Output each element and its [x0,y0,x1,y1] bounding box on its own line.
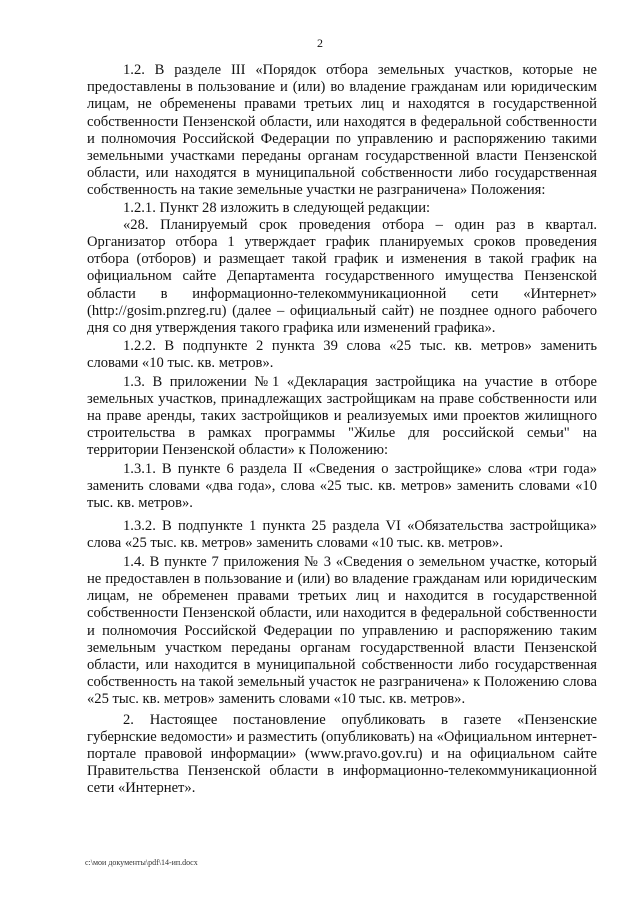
paragraph-1-3-2: 1.3.2. В подпункте 1 пункта 25 раздела VI «Обязательства застройщика» слова «25 тыс. кв. метров» заменить словами «10 тыс. кв. метров». [87,518,597,552]
paragraph-1-3: 1.3. В приложении №1 «Декларация застройщика на участие в отборе земельных участков, принадлежащих застройщикам на праве собственности или на праве аренды, таких застройщиков и реализуемых ими проектов жилищного строительства в рамках программы "Жилье для российской семьи" на территории Пензенской области» к Положению: [87,373,597,459]
paragraph-1-3-1: 1.3.1. В пункте 6 раздела II «Сведения о застройщике» слова «три года» заменить словами «два года», слова «25 тыс. кв. метров» заменить словами «10 тыс. кв. метров». [87,460,597,512]
paragraph-1-2-1: 1.2.1. Пункт 28 изложить в следующей редакции: [123,199,431,216]
document-body [87,62,597,798]
paragraph-28-quote: «28. Планируемый срок проведения отбора – один раз в квартал. Организатор отбора 1 утверждает график планируемых сроков проведения отбора (отборов) и размещает такой график и изменения в такой график на официальном сайте Департамента государственного имущества Пензенской области в информационно-телекоммуникационной сети «Интернет» (http://gosim.pnzreg.ru) (далее – официальный сайт) не позднее одного рабочего дня со дня утверждения такого графика или изменений графика». [87,216,597,337]
paragraph-1-2-2: 1.2.2. В подпункте 2 пункта 39 слова «25 тыс. кв. метров» заменить словами «10 тыс. кв. метров». [87,338,597,372]
page-number: 2 [317,36,323,50]
paragraph-1-2: 1.2. В разделе III «Порядок отбора земельных участков, которые не предоставлены в пользование и (или) во владение гражданам или юридическим лицам, не обременены правами третьих лиц и находятся в государственной собственности Пензенской области, или находятся в федеральной собственности и полномочия Российской Федерации по управлению и распоряжению такими земельными участками переданы органам государственной власти Пензенской области, или находятся в муниципальной собственности либо государственная собственность на такие земельные участки не разграничена» Положения: [87,62,597,199]
paragraph-2: 2. Настоящее постановление опубликовать в газете «Пензенские губернские ведомости» и разместить (опубликовать) на «Официальном интернет-портале правовой информации» (www.pravo.gov.ru) и на официальном сайте Правительства Пензенской области в информационно-телекоммуникационной сети «Интернет». [87,711,597,797]
footer-file-path: c:\мои документы\pdf\14-ип.docx [85,858,198,867]
paragraph-1-4: 1.4. В пункте 7 приложения № 3 «Сведения о земельном участке, который не предоставлен в пользование и (или) во владение гражданам или юридическим лицам, не обременен правами третьих лиц и находится в государственной собственности Пензенской области, или находится в федеральной собственности и полномочия Российской Федерации по управлению и распоряжению таким земельным участком переданы органам государственной власти Пензенской области, или находится в муниципальной собственности либо государственная собственность на такой земельный участок не разграничена» к Положению слова «25 тыс. кв. метров» заменить словами «10 тыс. кв. метров». [87,553,597,708]
